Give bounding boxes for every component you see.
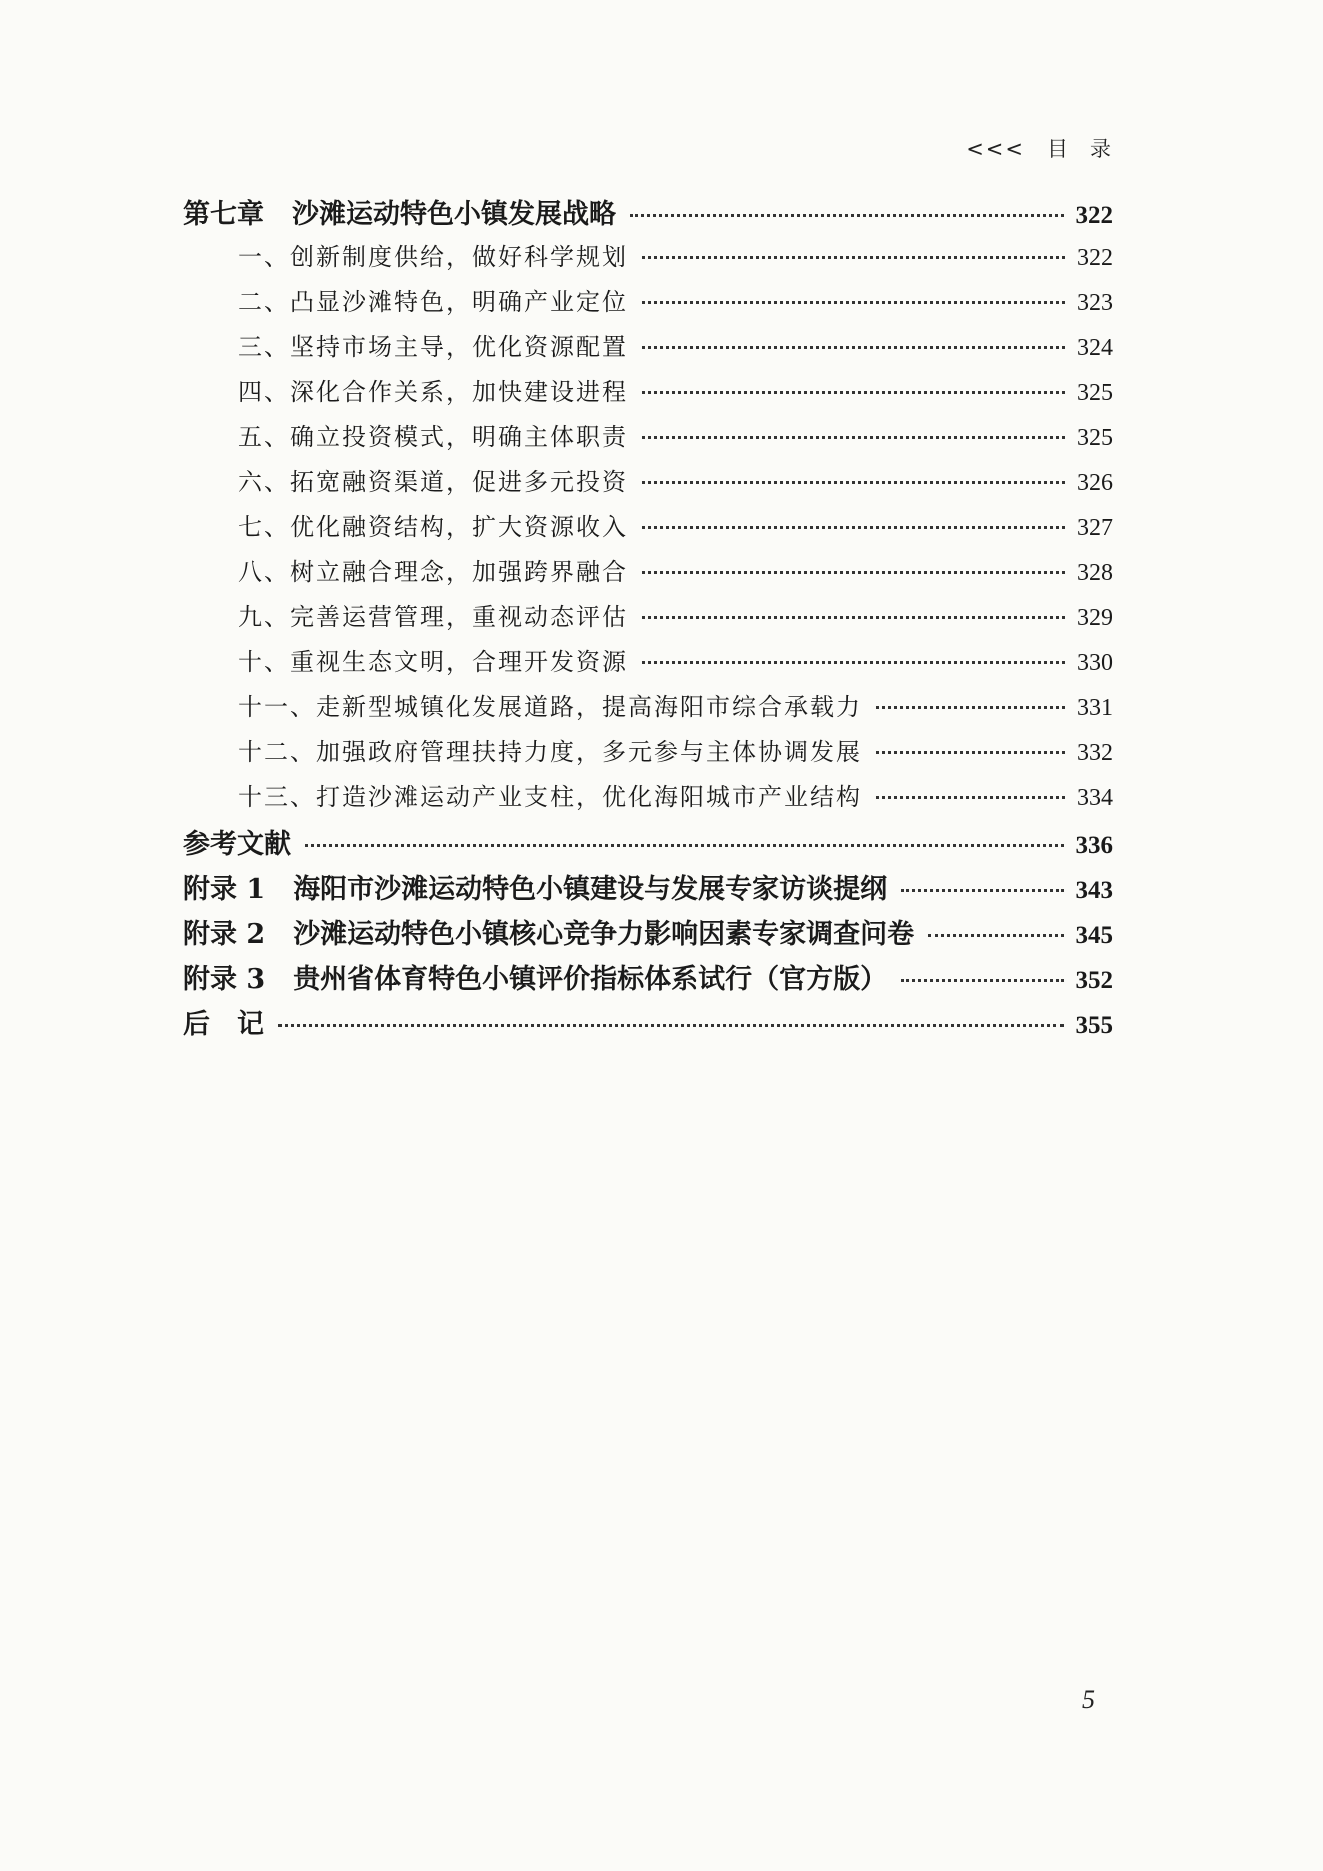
dot-leader (876, 706, 1065, 709)
toc-entry-label (238, 237, 628, 272)
toc-entry-page-number: 331 (1077, 695, 1113, 721)
dot-leader (305, 844, 1064, 847)
toc-entry-number: 附录 2 (183, 919, 266, 950)
toc-entry-page-number: 345 (1075, 922, 1113, 949)
toc-entry-page-number: 343 (1075, 877, 1113, 904)
toc-chapter-entry (183, 192, 1113, 237)
toc-entry-label (238, 417, 628, 452)
toc-section-entry (183, 687, 1113, 732)
dot-leader (901, 889, 1063, 892)
running-head-word-1: 目 (1047, 137, 1070, 161)
toc-chapter-entry (183, 957, 1113, 1002)
toc-entry-label (238, 642, 628, 677)
toc-section-entry (183, 597, 1113, 642)
toc-entry-label (238, 372, 628, 407)
toc-entry-page-number: 327 (1077, 515, 1113, 541)
toc-entry-label (238, 327, 628, 362)
toc-entry-page-number: 322 (1077, 245, 1113, 271)
dot-leader (642, 481, 1065, 484)
dot-leader (642, 391, 1065, 394)
toc-entry-label (238, 597, 628, 632)
toc-entry-label (238, 732, 862, 767)
toc-entry-number: 第七章 (183, 199, 264, 230)
running-head (966, 133, 1113, 163)
toc-entry-page-number: 330 (1077, 650, 1113, 676)
toc-section-entry (183, 552, 1113, 597)
toc-entry-page-number: 325 (1077, 425, 1113, 451)
toc-entry-title: 海阳市沙滩运动特色小镇建设与发展专家访谈提纲 (293, 874, 888, 905)
toc-entry-label (183, 822, 291, 861)
toc-entry-title: 六、拓宽融资渠道，促进多元投资 (238, 468, 628, 496)
toc-entry-label (238, 462, 628, 497)
toc-entry-label (238, 507, 628, 542)
toc-section-entry (183, 732, 1113, 777)
toc-entry-page-number: 323 (1077, 290, 1113, 316)
toc-entry-title: 后 记 (183, 1009, 264, 1040)
toc-section-entry (183, 777, 1113, 822)
toc-section-entry (183, 372, 1113, 417)
dot-leader (642, 346, 1065, 349)
toc-entry-page-number: 325 (1077, 380, 1113, 406)
toc-section-entry (183, 642, 1113, 687)
toc-entry-label (183, 957, 887, 996)
toc-chapter-entry (183, 912, 1113, 957)
toc-entry-label (183, 192, 616, 231)
toc-chapter-entry (183, 822, 1113, 867)
toc-section-entry (183, 462, 1113, 507)
dot-leader (876, 751, 1065, 754)
running-head-arrows: <<< (966, 137, 1025, 161)
toc-entry-title: 四、深化合作关系，加快建设进程 (238, 378, 628, 406)
toc-chapter-entry (183, 867, 1113, 912)
dot-leader (642, 256, 1065, 259)
page-number: 5 (1082, 1685, 1095, 1714)
dot-leader (642, 436, 1065, 439)
toc-entry-page-number: 336 (1075, 832, 1113, 859)
toc-entry-label (238, 777, 862, 812)
dot-leader (642, 616, 1065, 619)
dot-leader (876, 796, 1065, 799)
toc-entry-page-number: 355 (1075, 1012, 1113, 1039)
toc-chapter-entry (183, 1002, 1113, 1047)
toc-entry-label (238, 282, 628, 317)
toc-entry-page-number: 322 (1075, 202, 1113, 229)
dot-leader (901, 979, 1063, 982)
dot-leader (630, 214, 1064, 217)
toc-entry-title: 七、优化融资结构，扩大资源收入 (238, 513, 628, 541)
toc-entry-label (238, 552, 628, 587)
toc-entry-page-number: 328 (1077, 560, 1113, 586)
running-head-word-2: 录 (1090, 137, 1113, 161)
toc-section-entry (183, 327, 1113, 372)
toc-entry-page-number: 324 (1077, 335, 1113, 361)
dot-leader (642, 526, 1065, 529)
toc-entry-title: 十三、打造沙滩运动产业支柱，优化海阳城市产业结构 (238, 783, 862, 811)
toc-entry-title: 十一、走新型城镇化发展道路，提高海阳市综合承载力 (238, 693, 862, 721)
toc-entry-title: 沙滩运动特色小镇核心竞争力影响因素专家调查问卷 (293, 919, 915, 950)
toc-entry-number: 附录 1 (183, 874, 266, 905)
toc-entry-number: 附录 3 (183, 964, 266, 995)
toc-entry-page-number: 332 (1077, 740, 1113, 766)
toc-entry-title: 参考文献 (183, 829, 291, 860)
dot-leader (642, 661, 1065, 664)
dot-leader (928, 934, 1063, 937)
dot-leader (278, 1024, 1064, 1027)
toc-entry-title: 八、树立融合理念，加强跨界融合 (238, 558, 628, 586)
toc-entry-label (183, 867, 887, 906)
toc-entry-title: 三、坚持市场主导，优化资源配置 (238, 333, 628, 361)
toc-entry-title: 十二、加强政府管理扶持力度，多元参与主体协调发展 (238, 738, 862, 766)
dot-leader (642, 571, 1065, 574)
toc-entry-page-number: 352 (1075, 967, 1113, 994)
toc-entry-page-number: 334 (1077, 785, 1113, 811)
toc-entry-label (183, 912, 914, 951)
toc-entry-label (183, 1002, 264, 1041)
toc-section-entry (183, 507, 1113, 552)
toc-entry-title: 十、重视生态文明，合理开发资源 (238, 648, 628, 676)
toc-entry-title: 一、创新制度供给，做好科学规划 (238, 243, 628, 271)
toc-section-entry (183, 282, 1113, 327)
toc-entry-title: 沙滩运动特色小镇发展战略 (292, 199, 616, 230)
toc-entry-title: 二、凸显沙滩特色，明确产业定位 (238, 288, 628, 316)
toc-entry-page-number: 329 (1077, 605, 1113, 631)
toc-section-entry (183, 237, 1113, 282)
toc-entry-title: 贵州省体育特色小镇评价指标体系试行（官方版） (293, 964, 888, 995)
toc-entry-label (238, 687, 862, 722)
toc-entry-title: 九、完善运营管理，重视动态评估 (238, 603, 628, 631)
toc-entry-title: 五、确立投资模式，明确主体职责 (238, 423, 628, 451)
dot-leader (642, 301, 1065, 304)
toc-section-entry (183, 417, 1113, 462)
toc-entry-page-number: 326 (1077, 470, 1113, 496)
table-of-contents (183, 192, 1113, 1047)
